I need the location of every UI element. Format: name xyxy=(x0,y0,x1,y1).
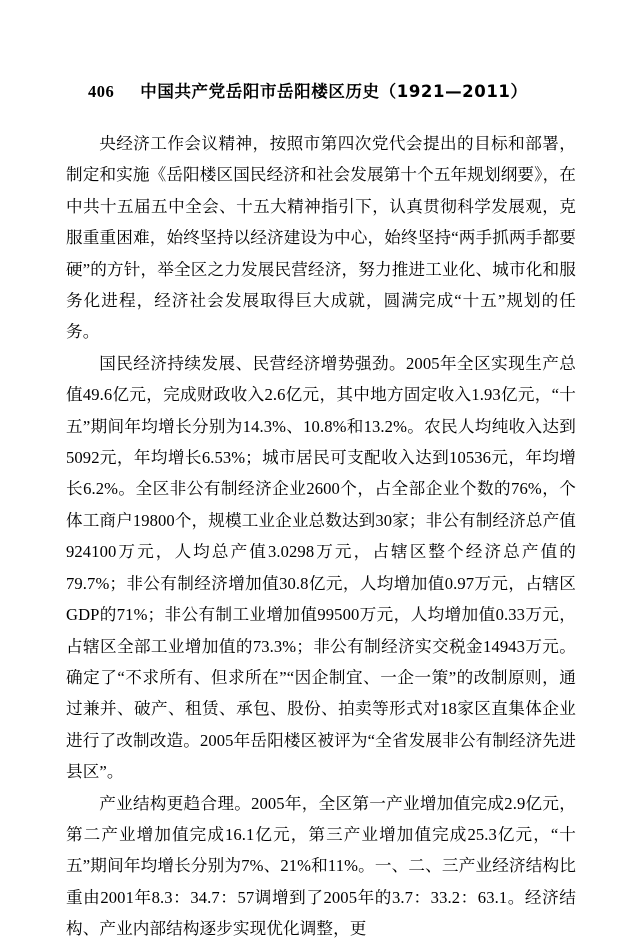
paragraph: 产业结构更趋合理。2005年，全区第一产业增加值完成2.9亿元，第二产业增加值完成16.1亿元，第三产业增加值完成25.3亿元，“十五”期间年均增长分别为7%、21%和11%。一、二、三产业经济结构比重由2001年8.3：34.7：57调增到了2005年的3.7：33.2：63.1。经济结构、产业内部结构逐步实现优化调整，更 xyxy=(66,793,576,939)
page-header xyxy=(66,78,576,102)
paragraph: 央经济工作会议精神，按照市第四次党代会提出的目标和部署，制定和实施《岳阳楼区国民经济和社会发展第十个五年规划纲要》，在中共十五届五中全会、十五大精神指引下，认真贯彻科学发展观，克服重重困难，始终坚持以经济建设为中心，始终坚持“两手抓两手都要硬”的方针，举全区之力发展民营经济，努力推进工业化、城市化和服务化进程，经济社会发展取得巨大成就，圆满完成“十五”规划的任务。 xyxy=(66,134,576,342)
page-title: 中国共产党岳阳市岳阳楼区历史（1921—2011） xyxy=(140,82,528,101)
page-number: 406 xyxy=(88,82,115,101)
paragraph: 国民经济持续发展、民营经济增势强劲。2005年全区实现生产总值49.6亿元，完成财政收入2.6亿元，其中地方固定收入1.93亿元，“十五”期间年均增长分别为14.3%、10.8%和13.2%。农民人均纯收入达到5092元，年均增长6.53%；城市居民可支配收入达到10536元，年均增长6.2%。全区非公有制经济企业2600个，占全部企业个数的76%，个体工商户19800个，规模工业企业总数达到30家；非公有制经济总产值924100万元，人均总产值3.0298万元，占辖区整个经济总产值的79.7%；非公有制经济增加值30.8亿元，人均增加值0.97万元，占辖区GDP的71%；非公有制工业增加值99500万元，人均增加值0.33万元，占辖区全部工业增加值的73.3%；非公有制经济实交税金14943万元。确定了“不求所有、但求所在”“因企制宜、一企一策”的改制原则，通过兼并、破产、租赁、承包、股份、拍卖等形式对18家区直集体企业进行了改制改造。2005年岳阳楼区被评为“全省发展非公有制经济先进县区”。 xyxy=(66,353,576,782)
page-body xyxy=(66,128,576,945)
